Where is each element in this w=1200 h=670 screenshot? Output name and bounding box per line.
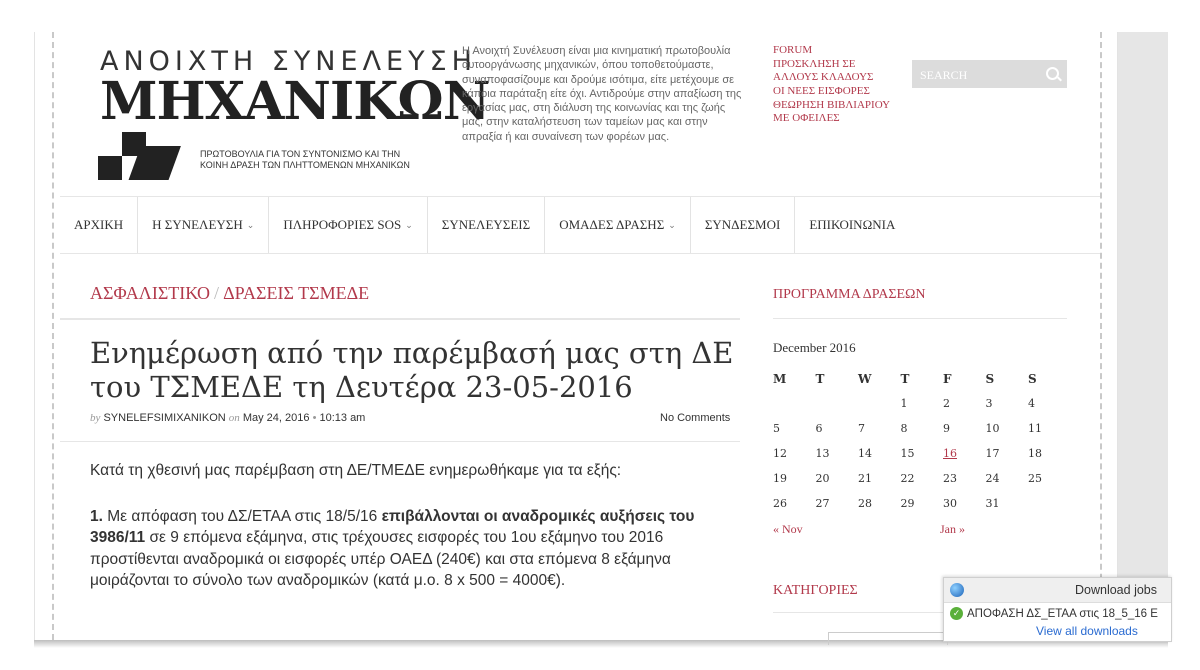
day-header: S xyxy=(1028,371,1037,386)
categories-widget-title: ΚΑΤΗΓΟΡΙΕΣ xyxy=(773,583,858,598)
top-link-invitation[interactable]: ΠΡΟΣΚΛΗΣΗ ΣΕ ΑΛΛΟΥΣ ΚΛΑΔΟΥΣ xyxy=(773,58,874,83)
left-dashed-border xyxy=(52,32,54,640)
meta-on: on xyxy=(228,412,240,424)
calendar-day xyxy=(1028,491,1071,516)
nav-item-sos-info[interactable] xyxy=(269,197,427,253)
post-body xyxy=(90,460,740,616)
calendar-week xyxy=(773,391,1071,416)
nav-divider xyxy=(60,253,1100,254)
calendar-day: 23 xyxy=(943,472,957,485)
nav-item-home[interactable] xyxy=(60,197,138,253)
right-dashed-border xyxy=(1100,32,1102,640)
calendar-day: 28 xyxy=(858,497,872,510)
day-header: T xyxy=(815,371,825,386)
calendar-day: 6 xyxy=(815,422,823,435)
nav-item-assembly[interactable] xyxy=(138,197,269,253)
calendar-day: 10 xyxy=(985,422,1000,435)
calendar-day: 8 xyxy=(900,422,908,435)
post-title: Ενημέρωση από την παρέμβασή μας στη ΔΕ του ΤΣΜΕΔΕ τη Δευτέρα 23-05-2016 xyxy=(90,336,734,404)
calendar-day: 19 xyxy=(773,472,787,485)
paragraph-2 xyxy=(90,506,740,592)
logo-subtitle xyxy=(200,149,410,171)
nav-item-links[interactable] xyxy=(691,197,796,253)
download-jobs-popup xyxy=(943,577,1172,642)
nav-item-meetings[interactable] xyxy=(428,197,545,253)
calendar-day: 18 xyxy=(1028,447,1042,460)
logo-big-text: ΜΗΧΑΝΙΚΩΝ xyxy=(100,71,490,132)
logo-subtitle-line2: ΚΟΙΝΗ ΔΡΑΣΗ ΤΩΝ ΠΛΗΤΤΟΜΕΝΩΝ ΜΗΧΑΝΙΚΩΝ xyxy=(200,160,410,170)
meta-by: by xyxy=(90,412,101,424)
calendar-week xyxy=(773,491,1071,516)
post-meta xyxy=(90,412,365,424)
calendar-week xyxy=(773,416,1071,441)
top-links xyxy=(773,44,893,126)
calendar-day: 30 xyxy=(943,497,957,510)
calendar-week xyxy=(773,466,1071,491)
main-nav xyxy=(60,197,909,253)
nav-item-contact[interactable] xyxy=(795,197,909,253)
post-time: 10:13 am xyxy=(319,412,366,424)
meta-dot: • xyxy=(312,412,317,424)
calendar-day: 7 xyxy=(858,422,865,435)
calendar-month: December 2016 xyxy=(773,340,856,355)
top-link-booklet[interactable]: ΘΕΩΡΗΣΗ ΒΙΒΛΙΑΡΙΟΥ ΜΕ ΟΦΕΙΛΕΣ xyxy=(773,99,890,124)
chevron-down-icon: ⌄ xyxy=(246,219,255,230)
calendar-day: 17 xyxy=(985,447,1000,460)
calendar-title-rule xyxy=(773,318,1067,319)
day-header: W xyxy=(858,371,872,386)
calendar-day: 29 xyxy=(900,497,915,510)
calendar-day-linked[interactable]: 16 xyxy=(943,447,957,460)
site-logo[interactable] xyxy=(92,46,490,181)
calendar-widget-title: ΠΡΟΓΡΑΜΜΑ ΔΡΑΣΕΩΝ xyxy=(773,287,926,302)
calendar-day: 13 xyxy=(815,447,830,460)
calendar-day: 14 xyxy=(858,447,872,460)
right-gutter xyxy=(1118,32,1168,640)
calendar-day: 20 xyxy=(815,472,830,485)
categories-select[interactable] xyxy=(828,632,948,645)
calendar-day: 5 xyxy=(773,422,780,435)
day-header: F xyxy=(943,371,952,386)
top-link-new-contributions[interactable]: ΟΙ ΝΕΕΣ ΕΙΣΦΟΡΕΣ xyxy=(773,85,870,97)
calendar-day xyxy=(858,391,901,416)
calendar-day: 27 xyxy=(815,497,830,510)
category-link-tsmede[interactable]: ΔΡΑΣΕΙΣ ΤΣΜΕΔΕ xyxy=(223,283,370,303)
comments-link[interactable]: No Comments xyxy=(660,412,731,424)
calendar-next-link[interactable]: Jan » xyxy=(940,522,965,536)
nav-item-action-groups[interactable] xyxy=(545,197,691,253)
nav-label: ΟΜΑΔΕΣ ΔΡΑΣΗΣ xyxy=(559,217,665,232)
paragraph-2-part-b: σε 9 επόμενα εξάμηνα, στις τρέχουσες εισφορές του 1ου εξάμηνο του 2016 προστίθενται αναδρομικά οι εισφορές υπέρ ΟΑΕΔ (240€) και στα επόμενα 8 εξάμηνα μοιράζονται το σύνολο των αναδρομικών (κατά μ.ο. 8 x 500 = 4000€). xyxy=(90,529,671,589)
checker-logo-icon xyxy=(98,132,186,180)
calendar-day xyxy=(816,391,859,416)
view-all-downloads-link[interactable]: View all downloads xyxy=(1036,624,1138,638)
top-link-forum[interactable]: FORUM xyxy=(773,44,813,56)
calendar-day: 1 xyxy=(900,397,908,410)
nav-label: ΑΡΧΙΚΗ xyxy=(74,217,124,232)
calendar-day: 22 xyxy=(900,472,915,485)
search-input[interactable] xyxy=(920,68,1040,83)
day-header: T xyxy=(900,371,910,386)
check-icon: ✓ xyxy=(950,607,963,620)
chevron-down-icon: ⌄ xyxy=(668,219,676,230)
calendar-day xyxy=(773,391,816,416)
post-date: May 24, 2016 xyxy=(242,412,310,424)
calendar-prev-link[interactable]: « Nov xyxy=(773,522,803,536)
post-categories xyxy=(90,283,369,304)
calendar-day: 12 xyxy=(773,447,787,460)
nav-label: ΠΛΗΡΟΦΟΡΙΕΣ SOS xyxy=(283,217,402,232)
calendar-day: 26 xyxy=(773,497,787,510)
download-jobs-header xyxy=(944,578,1171,603)
category-link-insurance[interactable]: ΑΣΦΑΛΙΣΤΙΚΟ xyxy=(90,283,211,303)
nav-label: ΣΥΝΔΕΣΜΟΙ xyxy=(704,217,781,232)
nav-label: ΣΥΝΕΛΕΥΣΕΙΣ xyxy=(441,217,531,232)
calendar-day: 3 xyxy=(985,397,993,410)
calendar-header-row xyxy=(773,366,1071,391)
post-author[interactable]: SYNELEFSIMIXANIKON xyxy=(103,412,226,424)
calendar-day: 11 xyxy=(1028,422,1042,435)
calendar-day: 15 xyxy=(900,447,915,460)
calendar-week xyxy=(773,441,1071,466)
download-jobs-title: Download jobs xyxy=(1075,583,1157,597)
calendar-day: 25 xyxy=(1028,472,1042,485)
category-separator: / xyxy=(214,283,220,303)
paragraph-1: Κατά τη χθεσινή μας παρέμβαση στη ΔΕ/ΤΜΕΔΕ ενημερωθήκαμε για τα εξής: xyxy=(90,462,622,479)
paragraph-2-part-a: Με απόφαση του ΔΣ/ΕΤΑΑ στις 18/5/16 xyxy=(102,507,382,525)
category-rule xyxy=(60,318,740,320)
nav-label: Η ΣΥΝΕΛΕΥΣΗ xyxy=(152,217,243,232)
site-intro: Η Ανοιχτή Συνέλευση είναι μια κινηματική πρωτοβουλία αυτοοργάνωσης μηχανικών, όπου τοποθετούμαστε, συναποφασίζουμε και δρούμε ισότιμα, είτε μετέχουμε σε κάποια παράταξη είτε όχι. Αντιδρούμε στην απαξίωση της εργασίας μας, στη διάλυση της κοινωνίας και της ζωής μας, στην καταλήστευση των ταμείων μας και στην απραξία ή και συναίνεση των φορέων μας. xyxy=(462,45,742,143)
nav-label: ΕΠΙΚΟΙΝΩΝΙΑ xyxy=(809,217,896,232)
calendar-day: 31 xyxy=(985,497,1000,510)
calendar-day: 2 xyxy=(943,397,950,410)
paragraph-2-bold: επιβάλλονται οι αναδρομικές αυξήσεις του 3986/11 xyxy=(90,507,695,546)
logo-subtitle-line1: ΠΡΩΤΟΒΟΥΛΙΑ ΓΙΑ ΤΟΝ ΣΥΝΤΟΝΙΣΜΟ ΚΑΙ ΤΗΝ xyxy=(200,149,401,159)
calendar xyxy=(773,366,1071,516)
logo-top-text: ΑΝΟΙΧΤΗ ΣΥΝΕΛΕΥΣΗ xyxy=(100,46,477,77)
day-header: M xyxy=(773,371,787,386)
calendar-day: 24 xyxy=(985,472,1000,485)
calendar-day: 21 xyxy=(858,472,872,485)
search-icon[interactable] xyxy=(1046,67,1059,80)
globe-icon xyxy=(950,583,964,597)
meta-rule xyxy=(60,441,740,442)
day-header: S xyxy=(985,371,995,386)
download-item-name: ΑΠΟΦΑΣΗ ΔΣ_ΕΤΑΑ στις 18_5_16 Ε xyxy=(967,607,1158,620)
calendar-day: 9 xyxy=(943,422,950,435)
paragraph-2-number: 1. xyxy=(90,507,103,525)
chevron-down-icon: ⌄ xyxy=(405,219,413,230)
calendar-day: 4 xyxy=(1028,397,1035,410)
download-item[interactable] xyxy=(944,603,1171,624)
search-box xyxy=(912,60,1067,88)
